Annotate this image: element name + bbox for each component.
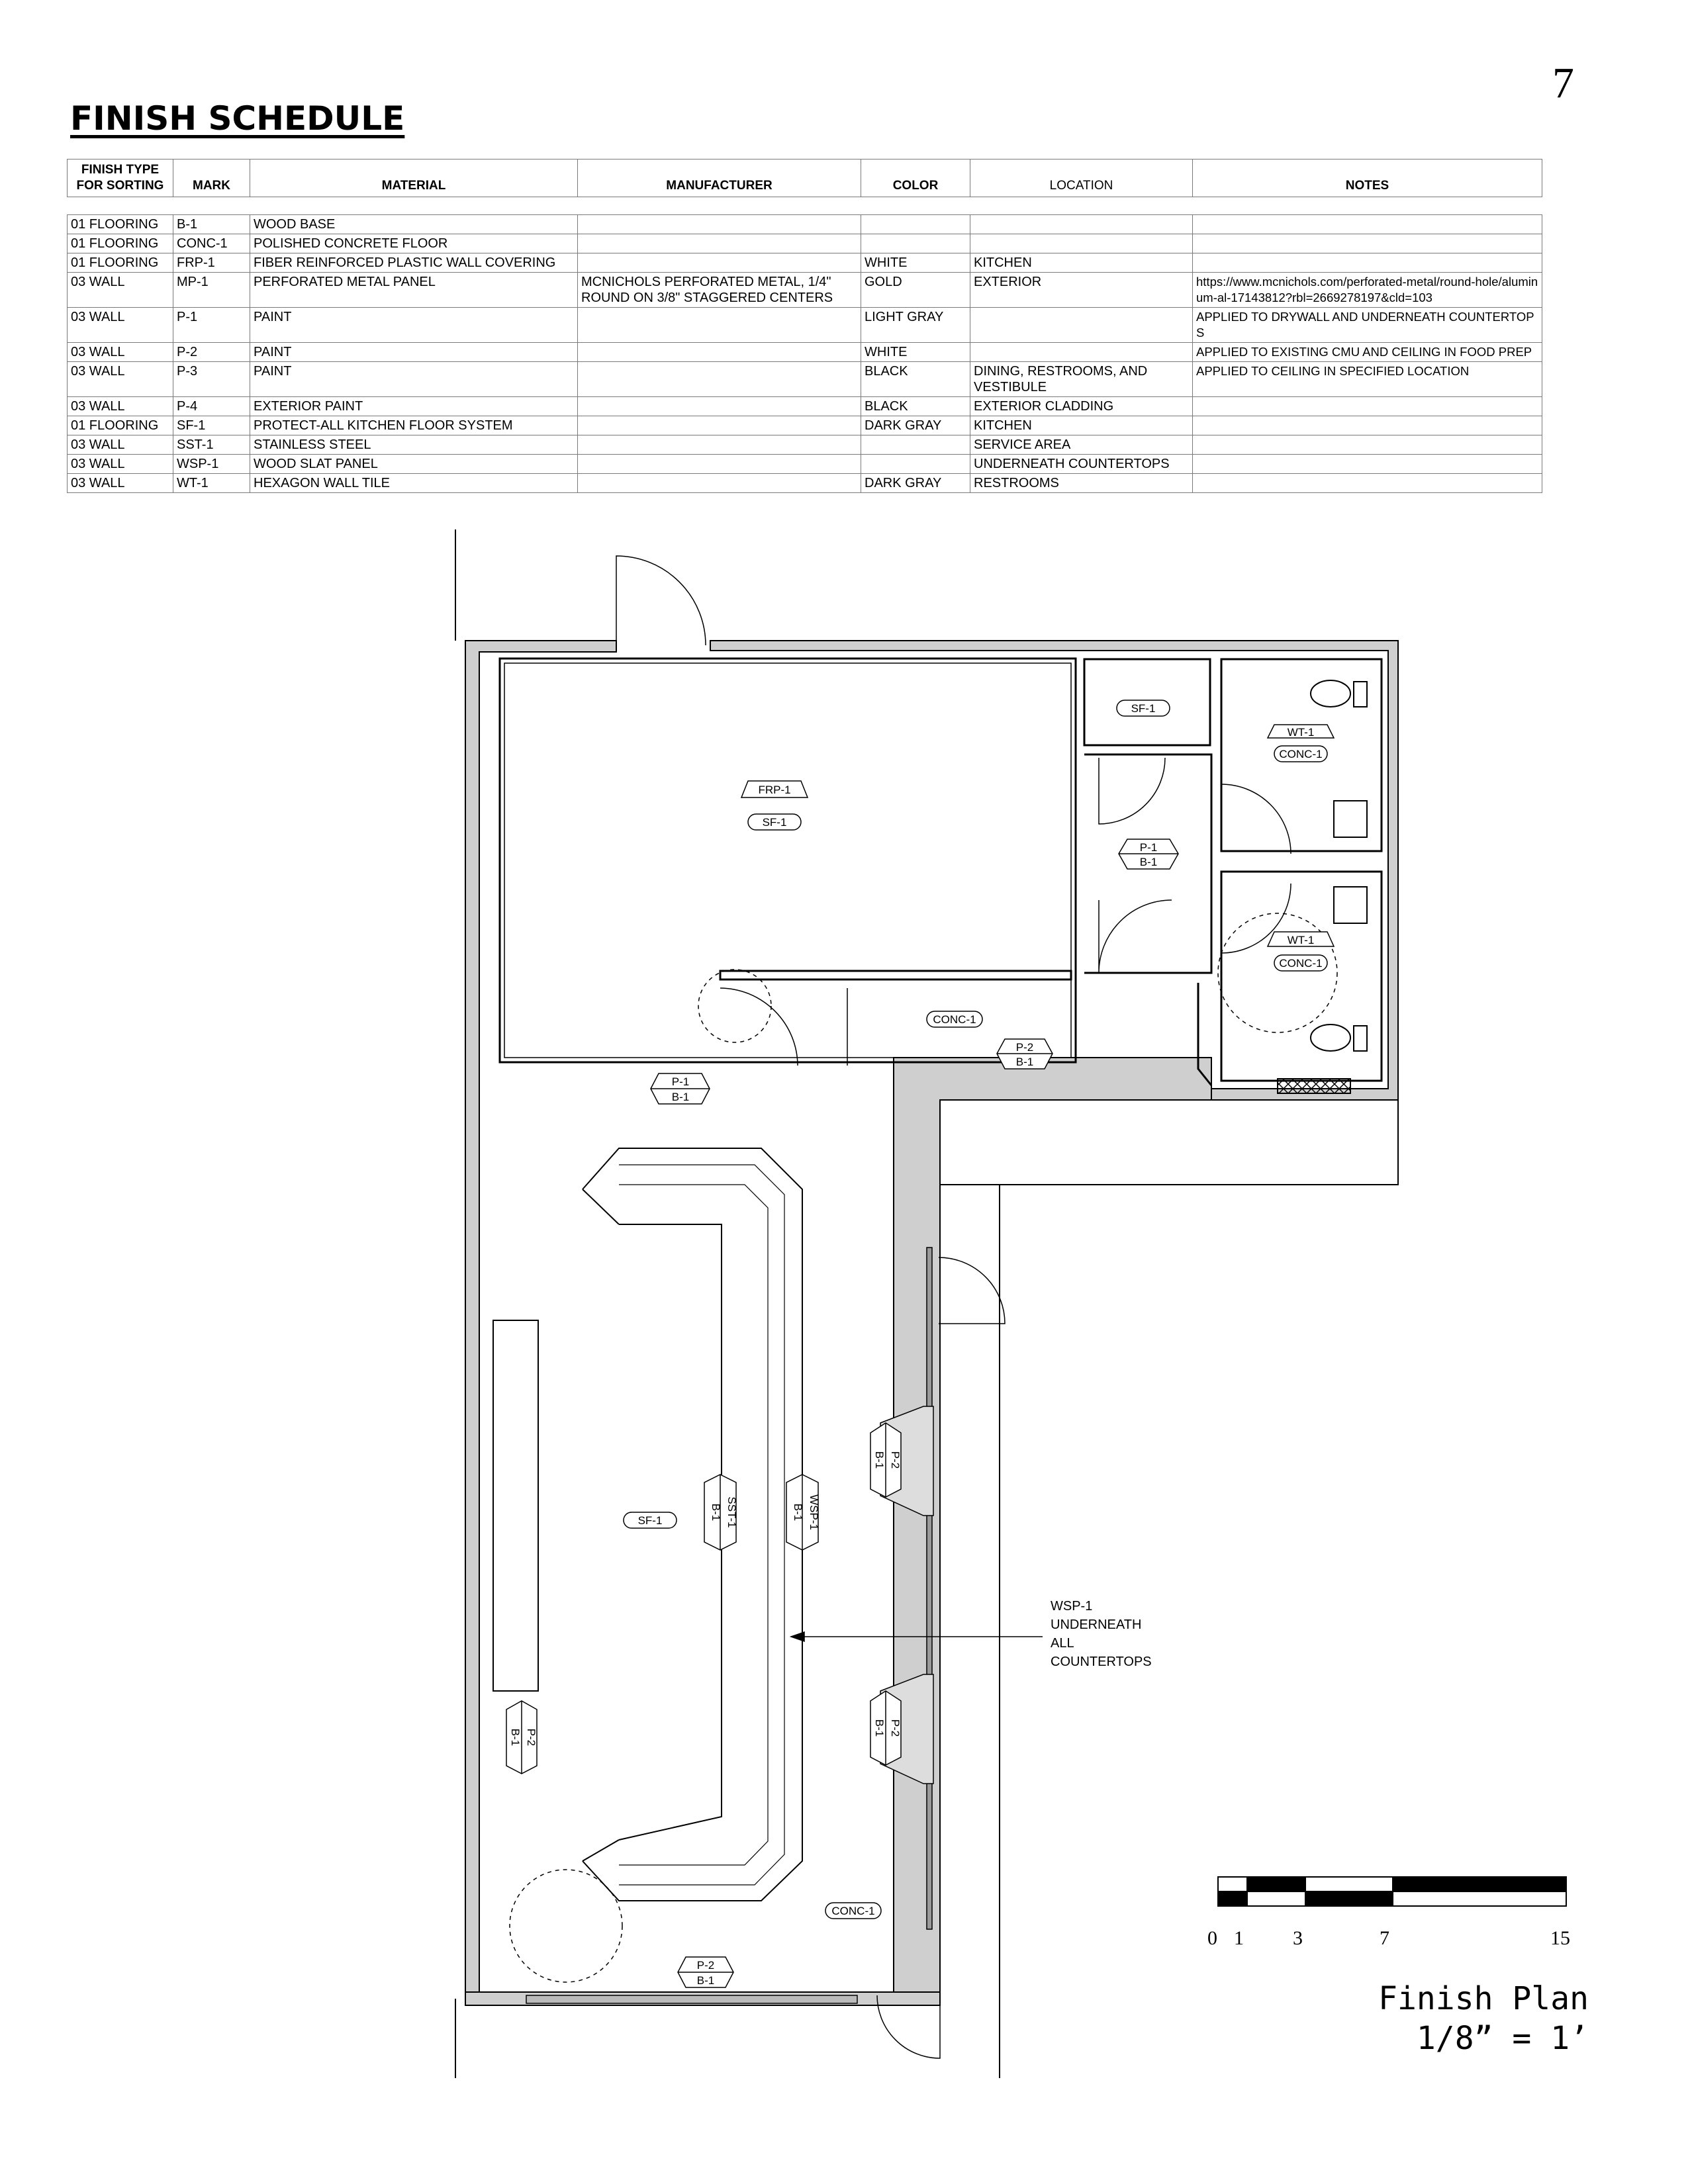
tag-sf1-corridor: SF-1 bbox=[1131, 702, 1156, 715]
cell-material: FIBER REINFORCED PLASTIC WALL COVERING bbox=[250, 253, 578, 273]
plan-title-scale: 1/8” = 1’ bbox=[1416, 2020, 1589, 2057]
note-line: ALL bbox=[1051, 1636, 1074, 1651]
cell-location: RESTROOMS bbox=[970, 474, 1193, 493]
cell-color: BLACK bbox=[861, 362, 970, 397]
header-location: LOCATION bbox=[970, 159, 1193, 197]
cell-type: 03 WALL bbox=[68, 362, 173, 397]
tag-conc1-mid: CONC-1 bbox=[933, 1013, 976, 1026]
cell-location: EXTERIOR CLADDING bbox=[970, 397, 1193, 416]
cell-mark: P-3 bbox=[173, 362, 250, 397]
tag-b1-bottom: B-1 bbox=[696, 1974, 715, 1987]
scale-number: 7 bbox=[1380, 1927, 1389, 1949]
note-line: UNDERNEATH bbox=[1051, 1617, 1142, 1632]
tag-b1-right-top: B-1 bbox=[873, 1451, 886, 1469]
tag-b1-mid: B-1 bbox=[1015, 1056, 1034, 1068]
tag-sst1: SST-1 bbox=[726, 1496, 738, 1528]
cell-location: DINING, RESTROOMS, AND VESTIBULE bbox=[970, 362, 1193, 397]
tag-conc1-bottom-area: CONC-1 bbox=[831, 1905, 875, 1917]
cell-color: DARK GRAY bbox=[861, 474, 970, 493]
cell-location: KITCHEN bbox=[970, 416, 1193, 435]
cell-material: HEXAGON WALL TILE bbox=[250, 474, 578, 493]
cell-location: KITCHEN bbox=[970, 253, 1193, 273]
header-finish-type: FINISH TYPE FOR SORTING bbox=[68, 159, 173, 197]
tag-b1-low: B-1 bbox=[671, 1091, 690, 1103]
cell-type: 03 WALL bbox=[68, 455, 173, 474]
cell-mark: WT-1 bbox=[173, 474, 250, 493]
cell-type: 03 WALL bbox=[68, 343, 173, 362]
tag-p2-mid: P-2 bbox=[1015, 1041, 1034, 1054]
cell-mark: P-4 bbox=[173, 397, 250, 416]
cell-material: STAINLESS STEEL bbox=[250, 435, 578, 455]
header-material: MATERIAL bbox=[250, 159, 578, 197]
note-line: COUNTERTOPS bbox=[1051, 1655, 1152, 1669]
cell-mark: P-2 bbox=[173, 343, 250, 362]
scale-bar bbox=[1218, 1877, 1566, 1906]
cell-type: 03 WALL bbox=[68, 474, 173, 493]
tag-sf1-service: SF-1 bbox=[637, 1514, 663, 1527]
tag-b1-right-bot: B-1 bbox=[873, 1719, 886, 1737]
cell-mark: WSP-1 bbox=[173, 455, 250, 474]
tag-frp1: FRP-1 bbox=[758, 784, 791, 796]
cell-type: 03 WALL bbox=[68, 273, 173, 308]
tag-b1-left: B-1 bbox=[509, 1728, 522, 1747]
tag-wt1-bottom: WT-1 bbox=[1287, 934, 1315, 946]
cell-location: SERVICE AREA bbox=[970, 435, 1193, 455]
scale-number: 0 bbox=[1207, 1927, 1217, 1949]
cell-type: 01 FLOORING bbox=[68, 416, 173, 435]
cell-color: GOLD bbox=[861, 273, 970, 308]
tag-conc1-top: CONC-1 bbox=[1279, 748, 1323, 760]
cell-mark: MP-1 bbox=[173, 273, 250, 308]
cell-type: 03 WALL bbox=[68, 397, 173, 416]
scale-number: 15 bbox=[1550, 1927, 1570, 1949]
cell-location: UNDERNEATH COUNTERTOPS bbox=[970, 455, 1193, 474]
cell-material: PERFORATED METAL PANEL bbox=[250, 273, 578, 308]
cell-type: 01 FLOORING bbox=[68, 215, 173, 234]
tag-sf1-kitchen: SF-1 bbox=[762, 816, 787, 829]
cell-notes: https://www.mcnichols.com/perforated-metal/round-hole/aluminum-al-17143812?rbl=2669278197&cld=103 bbox=[1193, 273, 1542, 308]
plan-title-name: Finish Plan bbox=[1378, 1980, 1589, 2017]
schedule-title: FINISH SCHEDULE bbox=[70, 99, 405, 138]
cell-material: PAINT bbox=[250, 308, 578, 343]
tag-p2-right-top: P-2 bbox=[889, 1451, 902, 1469]
cell-material: PAINT bbox=[250, 343, 578, 362]
scale-number: 3 bbox=[1293, 1927, 1303, 1949]
cell-type: 03 WALL bbox=[68, 435, 173, 455]
tag-wsp1: WSP-1 bbox=[808, 1494, 820, 1530]
cell-mark: B-1 bbox=[173, 215, 250, 234]
cell-material: PROTECT-ALL KITCHEN FLOOR SYSTEM bbox=[250, 416, 578, 435]
tag-p2-bottom: P-2 bbox=[696, 1959, 715, 1972]
cell-color: LIGHT GRAY bbox=[861, 308, 970, 343]
header-color: COLOR bbox=[861, 159, 970, 197]
cell-mark: FRP-1 bbox=[173, 253, 250, 273]
header-mark: MARK bbox=[173, 159, 250, 197]
cell-material: WOOD BASE bbox=[250, 215, 578, 234]
note-line: WSP-1 bbox=[1051, 1599, 1093, 1614]
restroom-block bbox=[1084, 659, 1382, 1085]
plan-title bbox=[1370, 1979, 1589, 2058]
cell-material: POLISHED CONCRETE FLOOR bbox=[250, 234, 578, 253]
cell-mark: SF-1 bbox=[173, 416, 250, 435]
cell-notes: APPLIED TO CEILING IN SPECIFIED LOCATION bbox=[1193, 362, 1542, 397]
cell-notes: APPLIED TO DRYWALL AND UNDERNEATH COUNTERTOPS bbox=[1193, 308, 1542, 343]
cell-material: EXTERIOR PAINT bbox=[250, 397, 578, 416]
cell-location: EXTERIOR bbox=[970, 273, 1193, 308]
tag-p2-right-bot: P-2 bbox=[889, 1719, 902, 1737]
tag-p2-left: P-2 bbox=[525, 1728, 538, 1747]
tag-wt1-top: WT-1 bbox=[1287, 726, 1315, 739]
header-manufacturer: MANUFACTURER bbox=[578, 159, 861, 197]
scale-number: 1 bbox=[1234, 1927, 1244, 1949]
cell-mark: P-1 bbox=[173, 308, 250, 343]
storefront bbox=[526, 1248, 932, 2003]
cell-material: WOOD SLAT PANEL bbox=[250, 455, 578, 474]
cell-notes: APPLIED TO EXISTING CMU AND CEILING IN FOOD PREP bbox=[1193, 343, 1542, 362]
cell-color: WHITE bbox=[861, 343, 970, 362]
cell-mark: SST-1 bbox=[173, 435, 250, 455]
page-number: 7 bbox=[1552, 59, 1574, 107]
cell-type: 01 FLOORING bbox=[68, 234, 173, 253]
cell-color: DARK GRAY bbox=[861, 416, 970, 435]
tag-p1-hall: P-1 bbox=[1139, 841, 1158, 854]
header-notes: NOTES bbox=[1193, 159, 1542, 197]
cell-type: 03 WALL bbox=[68, 308, 173, 343]
tag-b1-hall: B-1 bbox=[1139, 856, 1158, 868]
cell-material: PAINT bbox=[250, 362, 578, 397]
wsp-underneath-note bbox=[1051, 1597, 1152, 1671]
kitchen-room bbox=[500, 659, 1076, 1062]
cell-color: WHITE bbox=[861, 253, 970, 273]
tag-p1-low: P-1 bbox=[671, 1075, 690, 1088]
cell-mark: CONC-1 bbox=[173, 234, 250, 253]
tag-b1-sst: B-1 bbox=[710, 1503, 722, 1522]
cell-manufacturer: MCNICHOLS PERFORATED METAL, 1/4" ROUND ON 3/8" STAGGERED CENTERS bbox=[578, 273, 861, 308]
cell-type: 01 FLOORING bbox=[68, 253, 173, 273]
cell-color: BLACK bbox=[861, 397, 970, 416]
tag-b1-wsp: B-1 bbox=[792, 1503, 804, 1522]
tag-conc1-bottom: CONC-1 bbox=[1279, 957, 1323, 970]
